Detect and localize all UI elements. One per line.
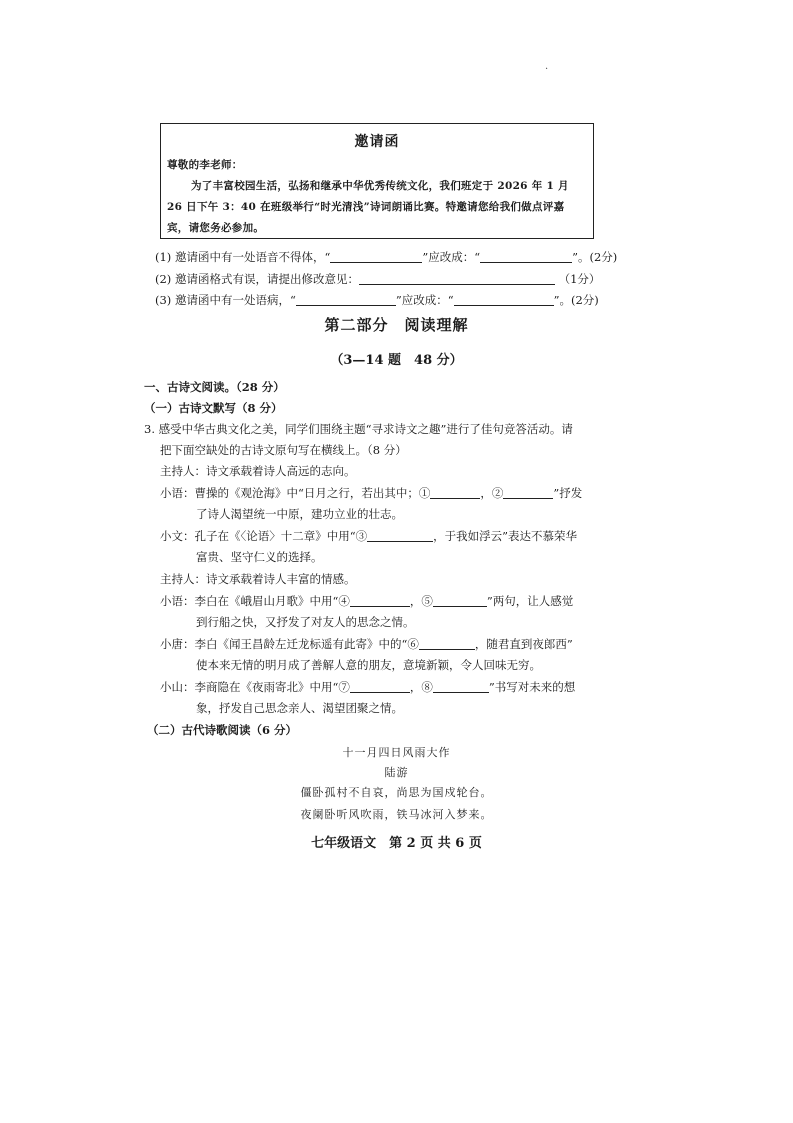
answer-blank[interactable] <box>503 486 553 499</box>
dialog-xiaoshan: 小山：李商隐在《夜雨寄北》中用“⑦ ，⑧ ”书写对未来的想 <box>160 680 576 694</box>
dialog-xiaowen: 小文：孔子在《〈论语〉十二章》中用“③ ，于我如浮云”表达不慕荣华 <box>160 529 578 543</box>
question-1-1: (1) 邀请函中有一处语音不得体，“ ”应改成：“ ”。(2分) <box>155 250 618 264</box>
answer-blank[interactable] <box>433 594 487 607</box>
page-footer: 七年级语文 第 2 页 共 6 页 <box>311 836 482 851</box>
page-mark: · <box>545 64 549 75</box>
invitation-greeting: 尊敬的李老师： <box>167 159 243 171</box>
dialog-host-1: 主持人：诗文承载着诗人高远的志向。 <box>160 464 356 478</box>
poem-title: 十一月四日风雨大作 <box>342 746 451 759</box>
answer-blank[interactable] <box>433 680 489 693</box>
question-3-line-2: 把下面空缺处的古诗文原句写在横线上。（8 分） <box>160 443 407 457</box>
poem-line-2: 夜阑卧听风吹雨，铁马冰河入梦来。 <box>300 808 493 821</box>
answer-blank[interactable] <box>367 529 433 542</box>
dialog-xiaotang: 小唐：李白《闻王昌龄左迁龙标遥有此寄》中的“⑥ ，随君直到夜郎西” <box>160 637 573 651</box>
subsection-heading: （一）古诗文默写（8 分） <box>144 401 283 415</box>
part-title: 第二部分 阅读理解 <box>324 316 469 334</box>
dialog-xiaoyu-2: 小语：李白在《峨眉山月歌》中用“④ ，⑤ ”两句，让人感觉 <box>160 594 574 608</box>
invitation-line-3: 宾，请您务必参加。 <box>167 222 265 234</box>
dialog-xiaowen-cont: 富贵、坚守仁义的选择。 <box>196 550 323 564</box>
answer-blank[interactable] <box>350 680 410 693</box>
answer-blank[interactable] <box>454 293 554 306</box>
dialog-xiaoshan-cont: 象，抒发自己思念亲人、渴望团聚之情。 <box>196 701 403 715</box>
answer-blank[interactable] <box>359 272 555 285</box>
invitation-line-2: 26 日下午 3：40 在班级举行“时光清浅”诗词朗诵比赛。特邀请您给我们做点评嘉 <box>167 201 565 213</box>
part-subtitle: （3—14 题 48 分） <box>330 353 463 368</box>
dialog-host-2: 主持人：诗文承载着诗人丰富的情感。 <box>160 572 356 586</box>
dialog-xiaoyu-1-cont: 了诗人渴望统一中原，建功立业的壮志。 <box>196 507 403 521</box>
answer-blank[interactable] <box>480 250 572 263</box>
poem-line-1: 僵卧孤村不自哀，尚思为国戍轮台。 <box>300 786 493 799</box>
dialog-xiaotang-cont: 使本来无情的明月成了善解人意的朋友，意境新颖，令人回味无穷。 <box>196 658 541 672</box>
question-1-2: (2) 邀请函格式有误，请提出修改意见： （1分） <box>155 272 601 286</box>
question-3-line-1: 3. 感受中华古典文化之美，同学们围绕主题“寻求诗文之趣”进行了佳句竞答活动。请 <box>144 422 573 436</box>
answer-blank[interactable] <box>430 486 480 499</box>
dialog-xiaoyu-1: 小语：曹操的《观沧海》中“日月之行，若出其中；① ，② ”抒发 <box>160 486 583 500</box>
invitation-title: 邀请函 <box>354 134 400 150</box>
section-heading: 一、古诗文阅读。（28 分） <box>144 380 285 394</box>
subsection-heading-2: （二）古代诗歌阅读（6 分） <box>147 723 298 737</box>
answer-blank[interactable] <box>419 637 475 650</box>
answer-blank[interactable] <box>350 594 410 607</box>
poem-author: 陆游 <box>384 766 409 779</box>
invitation-box <box>160 123 594 239</box>
question-1-3: (3) 邀请函中有一处语病，“ ”应改成：“ ”。(2分) <box>155 293 599 307</box>
answer-blank[interactable] <box>330 250 422 263</box>
answer-blank[interactable] <box>296 293 396 306</box>
invitation-line-1: 为了丰富校园生活，弘扬和继承中华优秀传统文化，我们班定于 2026 年 1 月 <box>191 180 569 192</box>
dialog-xiaoyu-2-cont: 到行船之快，又抒发了对友人的思念之情。 <box>196 615 415 629</box>
